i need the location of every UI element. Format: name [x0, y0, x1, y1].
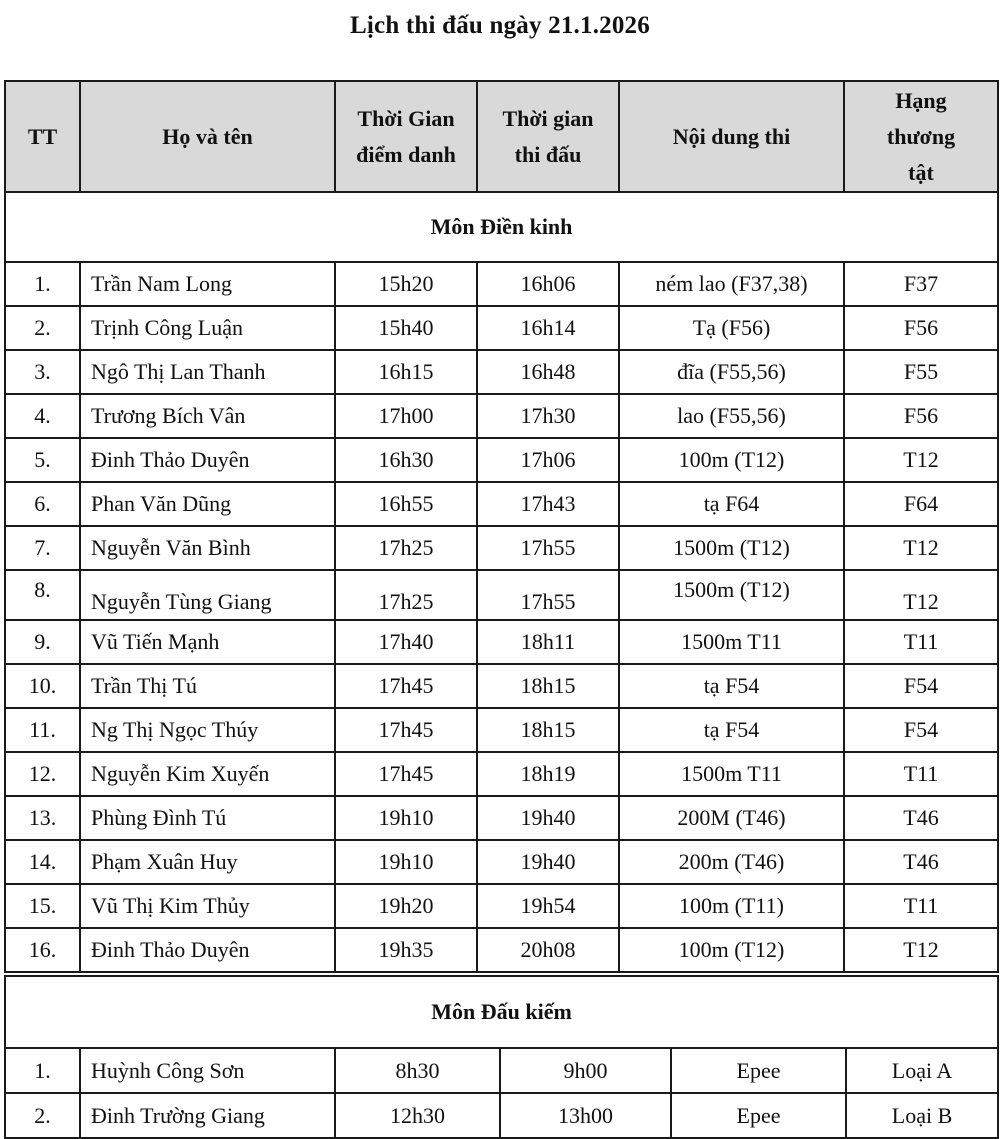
cell-checkin: 16h55	[335, 482, 477, 526]
cell-class: Loại B	[846, 1093, 998, 1138]
cell-checkin: 19h35	[335, 928, 477, 972]
cell-tt: 9.	[5, 620, 80, 664]
cell-checkin: 17h45	[335, 664, 477, 708]
table-row	[5, 262, 998, 306]
cell-event: 1500m (T12)	[619, 526, 844, 570]
cell-event: Tạ (F56)	[619, 306, 844, 350]
cell-tt: 5.	[5, 438, 80, 482]
cell-tt: 1.	[5, 1048, 80, 1093]
cell-match: 19h54	[477, 884, 619, 928]
cell-name: Phạm Xuân Huy	[80, 840, 335, 884]
table-row	[5, 482, 998, 526]
cell-checkin: 17h40	[335, 620, 477, 664]
cell-tt: 4.	[5, 394, 80, 438]
cell-class: F37	[844, 262, 998, 306]
table-row	[5, 306, 998, 350]
cell-tt: 12.	[5, 752, 80, 796]
cell-class: F56	[844, 394, 998, 438]
cell-class: T46	[844, 796, 998, 840]
cell-class: T12	[844, 438, 998, 482]
cell-name: Nguyễn Văn Bình	[80, 526, 335, 570]
cell-event: 200M (T46)	[619, 796, 844, 840]
cell-event: đĩa (F55,56)	[619, 350, 844, 394]
header-match-line1: Thời gian	[502, 105, 594, 131]
cell-match: 16h06	[477, 262, 619, 306]
table-row	[5, 438, 998, 482]
cell-class: Loại A	[846, 1048, 998, 1093]
cell-class: F54	[844, 708, 998, 752]
table-row	[5, 884, 998, 928]
table-row	[5, 840, 998, 884]
cell-event: tạ F54	[619, 708, 844, 752]
cell-name: Huỳnh Công Sơn	[80, 1048, 335, 1093]
cell-name: Đinh Trường Giang	[80, 1093, 335, 1138]
cell-match: 17h55	[477, 570, 619, 620]
cell-class: F56	[844, 306, 998, 350]
cell-name: Đinh Thảo Duyên	[80, 438, 335, 482]
cell-class: T12	[844, 928, 998, 972]
cell-event: 1500m T11	[619, 752, 844, 796]
header-tt: TT	[5, 81, 80, 192]
schedule-table-fencing	[4, 975, 999, 1139]
schedule-table-athletics	[4, 80, 999, 973]
header-disability-class	[844, 81, 998, 192]
cell-tt: 3.	[5, 350, 80, 394]
table-row	[5, 570, 998, 620]
cell-name: Đinh Thảo Duyên	[80, 928, 335, 972]
cell-tt: 15.	[5, 884, 80, 928]
cell-checkin: 19h20	[335, 884, 477, 928]
cell-name: Vũ Tiến Mạnh	[80, 620, 335, 664]
cell-event: ném lao (F37,38)	[619, 262, 844, 306]
cell-event: tạ F54	[619, 664, 844, 708]
cell-checkin: 15h20	[335, 262, 477, 306]
cell-tt: 2.	[5, 306, 80, 350]
cell-name: Trần Thị Tú	[80, 664, 335, 708]
cell-name: Ngô Thị Lan Thanh	[80, 350, 335, 394]
cell-class: T11	[844, 884, 998, 928]
cell-match: 19h40	[477, 796, 619, 840]
cell-tt: 14.	[5, 840, 80, 884]
table-row	[5, 664, 998, 708]
cell-class: T46	[844, 840, 998, 884]
cell-match: 16h48	[477, 350, 619, 394]
section-row-fencing	[5, 976, 998, 1048]
cell-event: 100m (T11)	[619, 884, 844, 928]
table-row	[5, 620, 998, 664]
cell-tt: 13.	[5, 796, 80, 840]
cell-checkin: 17h00	[335, 394, 477, 438]
cell-tt: 1.	[5, 262, 80, 306]
cell-name: Nguyễn Kim Xuyến	[80, 752, 335, 796]
cell-event: 1500m T11	[619, 620, 844, 664]
table-row	[5, 394, 998, 438]
cell-tt: 7.	[5, 526, 80, 570]
cell-name: Trịnh Công Luận	[80, 306, 335, 350]
header-match-time	[477, 81, 619, 192]
table-row	[5, 1093, 998, 1138]
cell-event: tạ F64	[619, 482, 844, 526]
table-row	[5, 796, 998, 840]
header-checkin-time	[335, 81, 477, 192]
header-class-line3: tật	[908, 159, 934, 185]
cell-match: 18h19	[477, 752, 619, 796]
cell-class: T12	[844, 526, 998, 570]
cell-tt: 10.	[5, 664, 80, 708]
cell-checkin: 17h25	[335, 526, 477, 570]
cell-class: F64	[844, 482, 998, 526]
cell-name: Phan Văn Dũng	[80, 482, 335, 526]
cell-match: 17h06	[477, 438, 619, 482]
table-row	[5, 350, 998, 394]
cell-class: F54	[844, 664, 998, 708]
page-title: Lịch thi đấu ngày 21.1.2026	[350, 12, 650, 39]
header-row	[5, 81, 998, 192]
cell-event: Epee	[671, 1093, 846, 1138]
cell-match: 19h40	[477, 840, 619, 884]
cell-checkin: 8h30	[335, 1048, 500, 1093]
cell-match: 17h43	[477, 482, 619, 526]
cell-checkin: 16h30	[335, 438, 477, 482]
cell-checkin: 19h10	[335, 796, 477, 840]
cell-checkin: 19h10	[335, 840, 477, 884]
header-match-line2: thi đấu	[514, 141, 582, 167]
cell-tt: 11.	[5, 708, 80, 752]
cell-event: Epee	[671, 1048, 846, 1093]
table-row	[5, 526, 998, 570]
cell-class: T11	[844, 620, 998, 664]
cell-checkin: 17h45	[335, 708, 477, 752]
table-row	[5, 928, 998, 972]
cell-checkin: 12h30	[335, 1093, 500, 1138]
cell-checkin: 15h40	[335, 306, 477, 350]
cell-event: lao (F55,56)	[619, 394, 844, 438]
header-name: Họ và tên	[80, 81, 335, 192]
cell-tt: 16.	[5, 928, 80, 972]
cell-event: 100m (T12)	[619, 438, 844, 482]
cell-event: 100m (T12)	[619, 928, 844, 972]
cell-match: 13h00	[500, 1093, 671, 1138]
header-class-line2: thương	[886, 123, 956, 149]
cell-tt: 2.	[5, 1093, 80, 1138]
cell-name: Ng Thị Ngọc Thúy	[80, 708, 335, 752]
cell-match: 17h55	[477, 526, 619, 570]
cell-event: 1500m (T12)	[619, 570, 844, 620]
cell-match: 18h11	[477, 620, 619, 664]
header-event: Nội dung thi	[619, 81, 844, 192]
cell-checkin: 16h15	[335, 350, 477, 394]
cell-checkin: 17h45	[335, 752, 477, 796]
cell-name: Nguyễn Tùng Giang	[80, 570, 335, 620]
cell-name: Vũ Thị Kim Thủy	[80, 884, 335, 928]
cell-class: F55	[844, 350, 998, 394]
header-class-line1: Hạng	[895, 87, 947, 113]
cell-match: 9h00	[500, 1048, 671, 1093]
cell-event: 200m (T46)	[619, 840, 844, 884]
section-title: Môn Đấu kiếm	[5, 976, 998, 1048]
cell-tt: 8.	[5, 570, 80, 620]
table-row	[5, 1048, 998, 1093]
header-checkin-line2: điểm danh	[356, 141, 456, 167]
cell-match: 17h30	[477, 394, 619, 438]
cell-match: 18h15	[477, 664, 619, 708]
cell-checkin: 17h25	[335, 570, 477, 620]
header-checkin-line1: Thời Gian	[357, 105, 455, 131]
cell-name: Trần Nam Long	[80, 262, 335, 306]
cell-class: T12	[844, 570, 998, 620]
cell-name: Phùng Đình Tú	[80, 796, 335, 840]
table-row	[5, 708, 998, 752]
cell-tt: 6.	[5, 482, 80, 526]
cell-match: 18h15	[477, 708, 619, 752]
cell-name: Trương Bích Vân	[80, 394, 335, 438]
cell-class: T11	[844, 752, 998, 796]
cell-match: 16h14	[477, 306, 619, 350]
cell-match: 20h08	[477, 928, 619, 972]
table-row	[5, 752, 998, 796]
section-title: Môn Điền kinh	[5, 192, 998, 262]
section-row-athletics	[5, 192, 998, 262]
